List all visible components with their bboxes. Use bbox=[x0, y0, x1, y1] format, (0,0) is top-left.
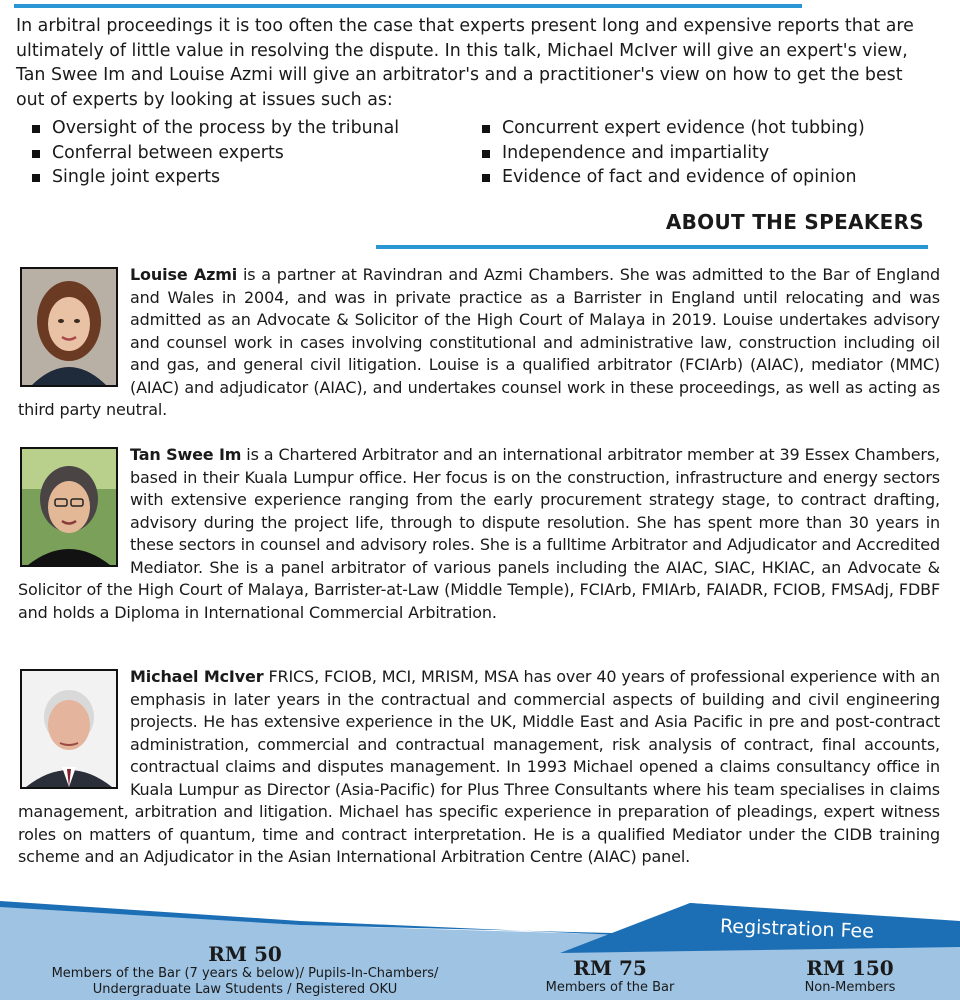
topics-left-column bbox=[30, 116, 399, 190]
speaker-michael-mciver bbox=[18, 666, 940, 869]
topic-item: Single joint experts bbox=[30, 165, 399, 190]
portrait-icon bbox=[22, 671, 116, 787]
speaker-photo-louise bbox=[20, 267, 118, 387]
square-bullet-icon bbox=[482, 150, 490, 158]
speaker-photo-michael bbox=[20, 669, 118, 789]
square-bullet-icon bbox=[32, 150, 40, 158]
speaker-name: Michael McIver bbox=[130, 667, 264, 686]
topic-item: Concurrent expert evidence (hot tubbing) bbox=[480, 116, 865, 141]
fee-option-non-members bbox=[770, 956, 930, 996]
speaker-name: Louise Azmi bbox=[130, 265, 238, 284]
fee-audience: Members of the Bar (7 years & below)/ Pupils-In-Chambers/ bbox=[51, 966, 439, 981]
fee-price: RM 150 bbox=[806, 956, 894, 980]
speaker-bio: is a Chartered Arbitrator and an international arbitrator member at 39 Essex Chambers, based in their Kuala Lumpur office. Her focus is on the construction, infrastructure and energy sectors with extensive experience ranging from the early procurement strategy stage, to contract drafting, advisory during the project life, through to dispute resolution. She has spent more than 30 years in these sectors in counsel and advisory roles. She is a fulltime Arbitrator and Adjudicator and Accredited Mediator. She is a panel arbitrator of various panels including the AIAC, SIAC, HKIAC, an Advocate & Solicitor of the High Court of Malaya, Barrister-at-Law (Middle Temple), FCIArb, FMIArb, FAIADR, FCIOB, FMSAdj, FDBF and holds a Diploma in International Commercial Arbitration. bbox=[18, 445, 940, 622]
fee-audience: Non-Members bbox=[804, 980, 896, 995]
fee-option-members-junior bbox=[30, 942, 460, 998]
square-bullet-icon bbox=[482, 125, 490, 133]
topic-item: Conferral between experts bbox=[30, 141, 399, 166]
speaker-photo-tan bbox=[20, 447, 118, 567]
portrait-icon bbox=[22, 269, 116, 385]
fee-option-members bbox=[520, 956, 700, 996]
fee-price: RM 75 bbox=[573, 956, 647, 980]
fee-price: RM 50 bbox=[208, 942, 282, 966]
fee-audience: Members of the Bar bbox=[545, 980, 675, 995]
speaker-bio: FRICS, FCIOB, MCI, MRISM, MSA has over 40 years of professional experience with an emphasis in later years in the contractual and commercial aspects of building and civil engineering projects. He has extensive experience in the UK, Middle East and Asia Pacific in pre and post-contract administration, commercial and contractual management, risk analysis of contract, final accounts, contractual claims and disputes management. In 1993 Michael opened a claims consultancy office in Kuala Lumpur as Director (Asia-Pacific) for Plus Three Consultants where his team specialises in claims management, arbitration and litigation. Michael has specific experience in preparation of pleadings, expert witness roles on matters of quantum, time and contract interpretation. He is a qualified Mediator under the CIDB training scheme and an Adjudicator in the Asian International Arbitration Centre (AIAC) panel. bbox=[18, 667, 940, 866]
top-accent-line bbox=[14, 4, 802, 8]
fee-audience-line2: Undergraduate Law Students / Registered OKU bbox=[92, 982, 398, 997]
registration-fee-title: Registration Fee bbox=[719, 915, 875, 943]
speaker-bio: is a partner at Ravindran and Azmi Chambers. She was admitted to the Bar of England and Wales in 2004, and was in private practice as a Barrister in England until relocating and was admitted as an Advocate & Solicitor of the High Court of Malaya in 2019. Louise undertakes advisory and counsel work in cases involving constitutional and administrative law, construction including oil and gas, and general civil litigation. Louise is a qualified arbitrator (FCIArb) (AIAC), mediator (MMC) (AIAC) and adjudicator (AIAC), and undertakes counsel work in these proceedings, as well as acting as third party neutral. bbox=[18, 265, 940, 419]
square-bullet-icon bbox=[482, 174, 490, 182]
topic-item: Oversight of the process by the tribunal bbox=[30, 116, 399, 141]
about-speakers-heading: ABOUT THE SPEAKERS bbox=[665, 210, 924, 234]
topic-item: Independence and impartiality bbox=[480, 141, 865, 166]
portrait-icon bbox=[22, 449, 116, 565]
heading-underline bbox=[376, 245, 928, 249]
topic-item: Evidence of fact and evidence of opinion bbox=[480, 165, 865, 190]
speaker-louise-azmi bbox=[18, 264, 940, 422]
square-bullet-icon bbox=[32, 125, 40, 133]
speaker-tan-swee-im bbox=[18, 444, 940, 624]
topics-right-column bbox=[480, 116, 865, 190]
speaker-name: Tan Swee Im bbox=[130, 445, 242, 464]
intro-paragraph: In arbitral proceedings it is too often the case that experts present long and expensive reports that are ultimately of little value in resolving the dispute. In this talk, Michael McIver will give an expert's view, Tan Swee Im and Louise Azmi will give an arbitrator's and a practitioner's view on how to get the best out of experts by looking at issues such as: bbox=[16, 16, 914, 110]
square-bullet-icon bbox=[32, 174, 40, 182]
